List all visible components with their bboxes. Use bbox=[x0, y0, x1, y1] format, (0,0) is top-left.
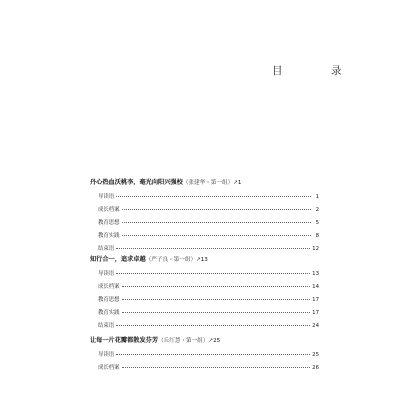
toc-entry[interactable] bbox=[98, 244, 319, 252]
toc-entry[interactable] bbox=[98, 363, 319, 371]
section-marker: ↗ bbox=[208, 338, 214, 344]
section-marker: ↗ bbox=[196, 257, 201, 263]
dot-leader bbox=[122, 209, 311, 210]
dot-leader bbox=[116, 325, 310, 326]
entry-label: 导读语 bbox=[98, 194, 115, 200]
dot-leader bbox=[122, 286, 311, 287]
toc-entry[interactable] bbox=[98, 350, 319, 358]
entry-label: 教育思想 bbox=[98, 220, 120, 226]
toc-entry[interactable] bbox=[98, 231, 319, 239]
toc-entry[interactable] bbox=[98, 321, 319, 329]
entry-label: 结束语 bbox=[98, 246, 115, 252]
toc-entry[interactable] bbox=[98, 269, 319, 277]
entry-label: 结束语 bbox=[98, 323, 115, 329]
section-title: 让每一片花瓣都散发芬芳 bbox=[90, 337, 159, 344]
toc-entry[interactable] bbox=[98, 218, 319, 226]
entry-label: 成长档案 bbox=[98, 365, 120, 371]
section-page: 25 bbox=[213, 338, 221, 344]
section-author: （张建华・第一组） bbox=[182, 180, 234, 186]
entry-label: 教育思想 bbox=[98, 297, 120, 303]
section-marker: ↗ bbox=[233, 180, 238, 186]
entry-page: 26 bbox=[312, 365, 319, 371]
entry-label: 成长档案 bbox=[98, 284, 120, 290]
toc-entry[interactable] bbox=[98, 205, 319, 213]
toc-entry[interactable] bbox=[98, 282, 319, 290]
entry-page: 25 bbox=[312, 352, 319, 358]
entry-label: 导读语 bbox=[98, 271, 115, 277]
toc-entry[interactable] bbox=[98, 308, 319, 316]
dot-leader bbox=[122, 299, 311, 300]
section-title: 知行合一，追求卓越 bbox=[90, 256, 146, 263]
entry-page: 12 bbox=[312, 246, 319, 252]
dot-leader bbox=[122, 367, 311, 368]
entry-label: 导读语 bbox=[98, 352, 115, 358]
section-title: 丹心热血沃桃李，毫光向阳兴强校 bbox=[90, 179, 183, 186]
entry-page: 5 bbox=[315, 220, 319, 226]
entry-page: 24 bbox=[312, 323, 319, 329]
entry-page: 14 bbox=[312, 284, 319, 290]
dot-leader bbox=[122, 312, 311, 313]
toc-entry[interactable] bbox=[98, 295, 319, 303]
section-author: （丘红慧・第一组） bbox=[158, 338, 209, 344]
entry-page: 13 bbox=[312, 271, 319, 277]
dot-leader bbox=[122, 235, 311, 236]
toc-section[interactable] bbox=[90, 335, 340, 344]
entry-page: 2 bbox=[315, 207, 319, 213]
entry-label: 教育实践 bbox=[98, 233, 120, 239]
entry-label: 成长档案 bbox=[98, 207, 120, 213]
dot-leader bbox=[116, 354, 310, 355]
page-title: 目 录 bbox=[272, 65, 361, 77]
entry-page: 17 bbox=[312, 297, 319, 303]
dot-leader bbox=[122, 222, 311, 223]
entry-page: 8 bbox=[315, 233, 319, 239]
section-author: （严子良・第一组） bbox=[145, 257, 197, 263]
section-page: 13 bbox=[200, 257, 208, 263]
entry-label: 教育实践 bbox=[98, 310, 120, 316]
toc-entry[interactable] bbox=[98, 192, 319, 200]
dot-leader bbox=[116, 196, 311, 197]
toc-section[interactable] bbox=[90, 254, 340, 263]
section-page: 1 bbox=[237, 180, 242, 186]
entry-page: 1 bbox=[315, 194, 319, 200]
toc-section[interactable] bbox=[90, 177, 340, 186]
entry-page: 17 bbox=[312, 310, 319, 316]
dot-leader bbox=[116, 248, 310, 249]
dot-leader bbox=[116, 273, 310, 274]
